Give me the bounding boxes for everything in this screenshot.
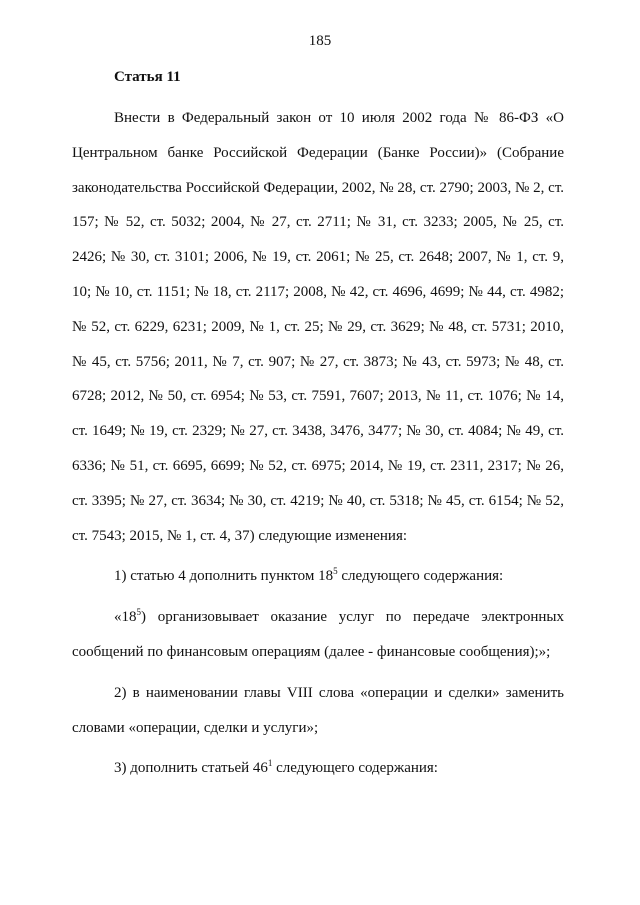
superscript-5: 5 [136,607,141,618]
paragraph-quoted-point-tail: ) организовывает оказание услуг по передаче электронных сообщений по финансовым операциям (далее - финансовые сообщения);»; [72,609,564,660]
article-heading: Статья 11 [114,69,181,85]
paragraph-item-3-tail: следующего содержания: [272,760,438,777]
superscript-5: 5 [333,566,338,577]
page-number: 185 [308,33,332,49]
paragraph-item-1-tail: следующего содержания: [337,568,504,585]
paragraph-item-3 [72,751,564,786]
paragraph-item-3-text: 3) дополнить статьей 46 [114,760,268,777]
superscript-1: 1 [267,758,273,769]
paragraph-item-2: 2) в наименовании главы VIII слова «операции и сделки» заменить словами «операции, сделки и услуги»; [72,684,564,736]
paragraph-quoted-point [72,600,564,670]
document-body [72,101,564,786]
paragraph-amendment-intro: Внести в Федеральный закон от 10 июля 2002 года № 86-ФЗ «О Центральном банке Российской Федерации (Банке России)» (Собрание законодательства Российской Федерации, 2002, № 28, ст. 2790; 2003, № 2, ст. 157; № 52, ст. 5032; 2004, № 27, ст. 2711; № 31, ст. 3233; 2005, № 25, ст. 2426; № 30, ст. 3101; 2006, № 19, ст. 2061; № 25, ст. 2648; 2007, № 1, ст. 9, 10; № 10, ст. 1151; № 18, ст. 2117; 2008, № 42, ст. 4696, 4699; № 44, ст. 4982; № 52, ст. 6229, 6231; 2009, № 1, ст. 25; № 29, ст. 3629; № 48, ст. 5731; 2010, № 45, ст. 5756; 2011, № 7, ст. 907; № 27, ст. 3873; № 43, ст. 5973; № 48, ст. 6728; 2012, № 50, ст. 6954; № 53, ст. 7591, 7607; 2013, № 11, ст. 1076; № 14, ст. 1649; № 19, ст. 2329; № 27, ст. 3438, 3476, 3477; № 30, ст. 4084; № 49, ст. 6336; № 51, ст. 6695, 6699; № 52, ст. 6975; 2014, № 19, ст. 2311, 2317; № 26, ст. 3395; № 27, ст. 3634; № 30, ст. 4219; № 40, ст. 5318; № 45, ст. 6154; № 52, ст. 7543; 2015, № 1, ст. 4, 37) следующие изменения: [72,110,564,544]
paragraph-item-1 [72,559,564,594]
paragraph-quoted-point-text: «18 [114,609,137,626]
paragraph-item-1-text: 1) статью 4 дополнить пунктом 18 [114,568,334,585]
